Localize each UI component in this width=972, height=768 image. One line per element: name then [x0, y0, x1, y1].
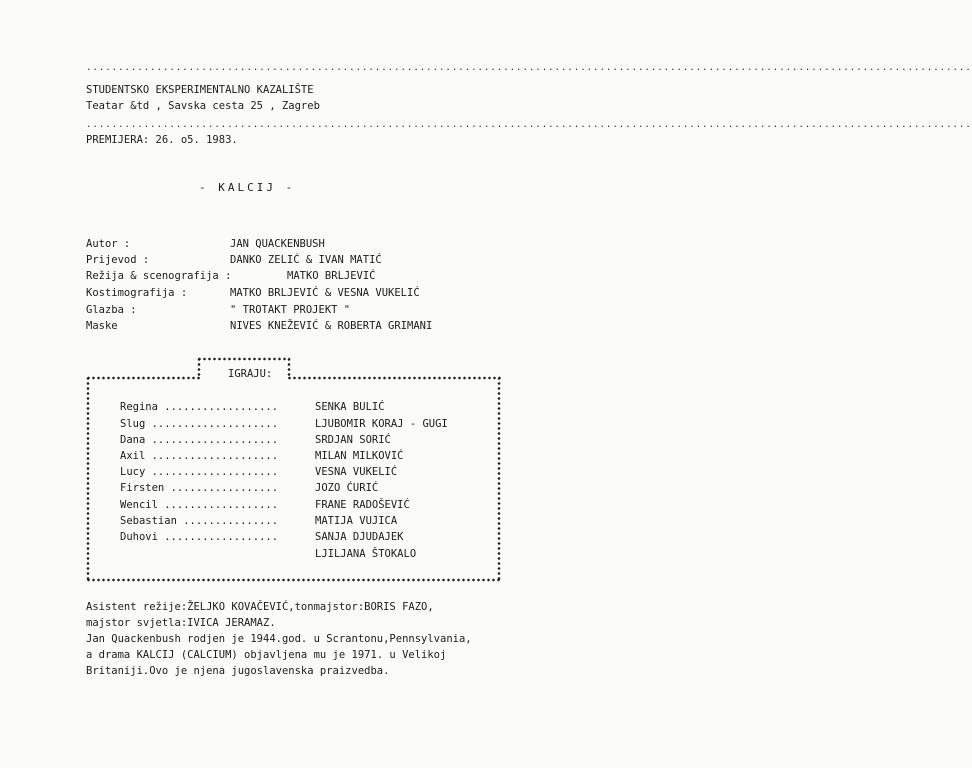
play-title: - KALCIJ - [199, 181, 296, 194]
cast-actor: LJILJANA ŠTOKALO [315, 548, 417, 560]
top-dotted-rule: .......................................................................................................................................... [86, 63, 972, 73]
cast-actor: SANJA DJUDAJEK [315, 531, 404, 543]
cast-heading: IGRAJU: [228, 368, 273, 380]
credit-label-costumes: Kostimografija : [86, 287, 188, 299]
credit-value-music: " TROTAKT PROJEKT " [230, 304, 351, 316]
footer-line: Jan Quackenbush rodjen je 1944.god. u Scrantonu,Pennsylvania, [86, 633, 472, 645]
credit-value-makeup: NIVES KNEŽEVIĆ & ROBERTA GRIMANI [230, 320, 433, 332]
footer-line: a drama KALCIJ (CALCIUM) objavljena mu je 1971. u Velikoj [86, 649, 447, 661]
cast-actor: LJUBOMIR KORAJ - GUGI [315, 418, 448, 430]
credit-label-translation: Prijevod : [86, 254, 150, 266]
cast-box-left [86, 376, 90, 581]
cast-actor: VESNA VUKELIĆ [315, 466, 398, 478]
cast-role: Firsten ................. [120, 482, 279, 494]
cast-actor: JOZO ĆURIĆ [315, 482, 379, 494]
credit-label-direction: Režija & scenografija : [86, 270, 232, 282]
cast-box-top-right [287, 376, 502, 380]
cast-role: Duhovi .................. [120, 531, 279, 543]
cast-actor: SRDJAN SORIĆ [315, 434, 391, 446]
credit-label-music: Glazba : [86, 304, 137, 316]
credit-value-author: JAN QUACKENBUSH [230, 238, 325, 250]
cast-box-top-left [86, 376, 200, 380]
cast-actor: SENKA BULIĆ [315, 401, 385, 413]
credit-label-author: Autor : [86, 238, 131, 250]
cast-role: Sebastian ............... [120, 515, 279, 527]
cast-actor: MATIJA VUJICA [315, 515, 398, 527]
cast-role: Wencil .................. [120, 499, 279, 511]
cast-box-right [497, 376, 501, 581]
footer-line: Britaniji.Ovo je njena jugoslavenska praizvedba. [86, 665, 390, 677]
theatre-name: STUDENTSKO EKSPERIMENTALNO KAZALIŠTE [86, 84, 314, 96]
credit-label-makeup: Maske [86, 320, 118, 332]
cast-actor: MILAN MILKOVIĆ [315, 450, 404, 462]
cast-box-tab-top [197, 357, 290, 361]
credit-value-translation: DANKO ZELIĆ & IVAN MATIĆ [230, 254, 382, 266]
credit-value-direction: MATKO BRLJEVIĆ [287, 270, 376, 282]
footer-line: majstor svjetla:IVICA JERAMAZ. [86, 617, 276, 629]
cast-role: Dana .................... [120, 434, 279, 446]
cast-role: Regina .................. [120, 401, 279, 413]
cast-actor: FRANE RADOŠEVIĆ [315, 499, 410, 511]
theatre-address: Teatar &td , Savska cesta 25 , Zagreb [86, 100, 320, 112]
premiere-date: PREMIJERA: 26. o5. 1983. [86, 134, 238, 146]
cast-box-bottom [86, 578, 501, 582]
cast-role: Slug .................... [120, 418, 279, 430]
header-dotted-rule: .......................................................................................................................................... [86, 120, 972, 130]
cast-role: Lucy .................... [120, 466, 279, 478]
cast-role: Axil .................... [120, 450, 279, 462]
credit-value-costumes: MATKO BRLJEVIĆ & VESNA VUKELIĆ [230, 287, 420, 299]
footer-line: Asistent režije:ŽELJKO KOVAČEVIĆ,tonmajstor:BORIS FAZO, [86, 601, 434, 613]
